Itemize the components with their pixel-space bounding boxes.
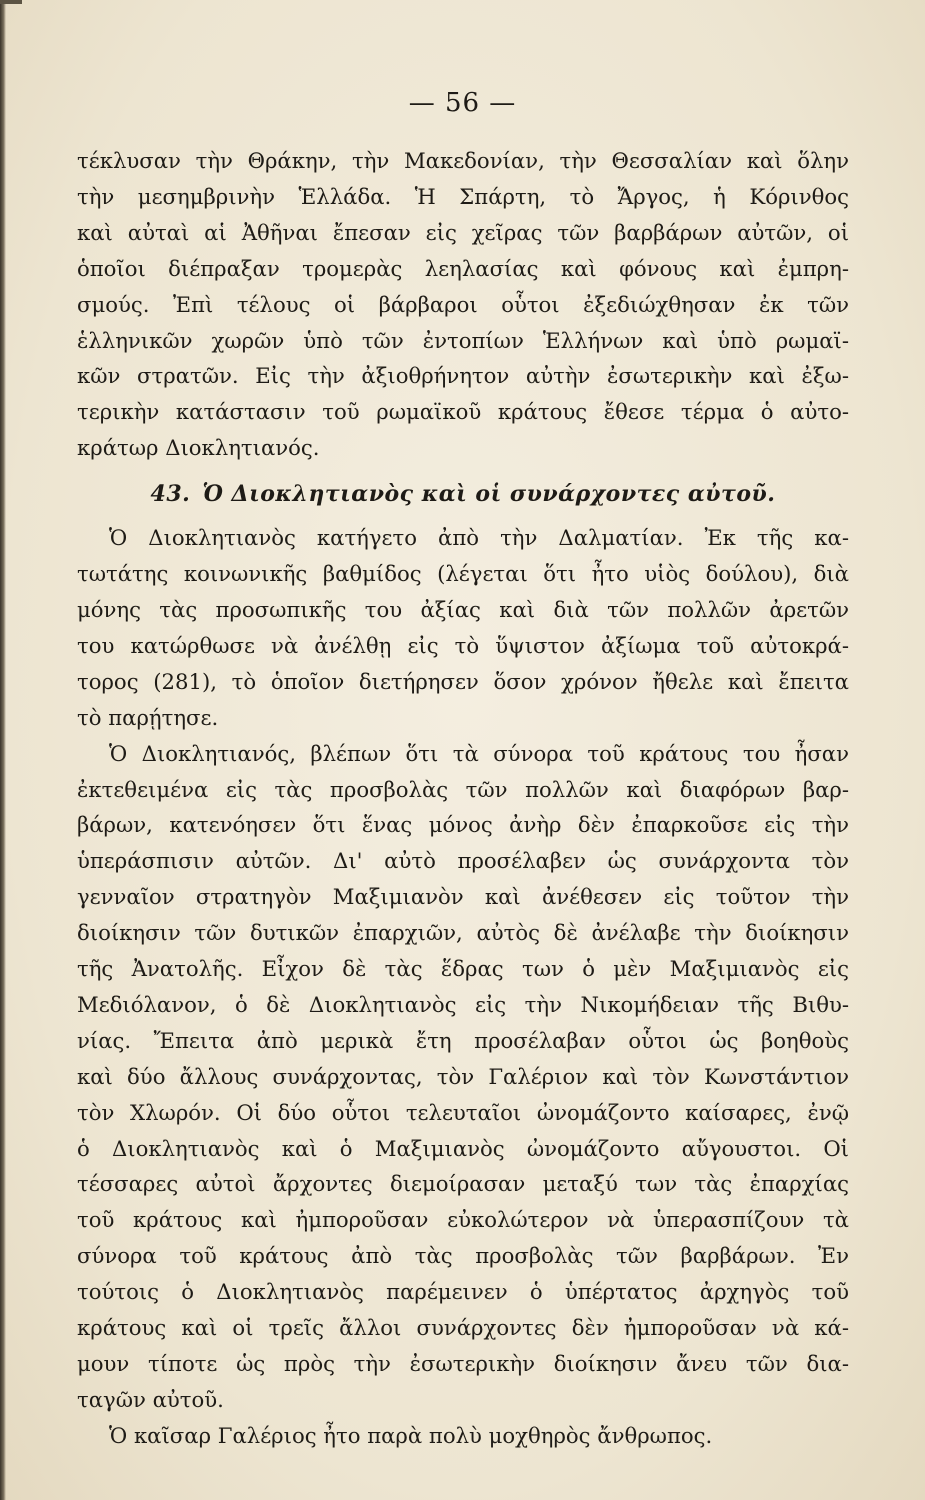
section-number: 43. <box>150 481 191 508</box>
text-line: κράτους καὶ οἱ τρεῖς ἄλλοι συνάρχοντες δὲν ἠμποροῦσαν νὰ κά- <box>77 1315 849 1341</box>
text-line: του κατώρθωσε νὰ ἀνέλθῃ εἰς τὸ ὕψιστον ἀξίωμα τοῦ αὐτοκρά- <box>77 632 849 658</box>
text-line: σύνορα τοῦ κράτους ἀπὸ τὰς προσβολὰς τῶν βαρβάρων. Ἐν <box>77 1243 849 1269</box>
text-line: τὸν Χλωρόν. Οἱ δύο οὗτοι τελευταῖοι ὠνομάζοντο καίσαρες, ἐνῷ <box>77 1099 849 1125</box>
text-line: ταγῶν αὐτοῦ. <box>77 1386 224 1412</box>
section-title: Ὁ Διοκλητιανὸς καὶ οἱ συνάρχοντες αὐτοῦ. <box>202 481 776 508</box>
text-line: τωτάτης κοινωνικῆς βαθμίδος (λέγεται ὅτι ἦτο υἱὸς δούλου), διὰ <box>77 561 849 587</box>
text-line: τὴν μεσημβρινὴν Ἑλλάδα. Ἡ Σπάρτη, τὸ Ἄργος, ἡ Κόρινθος <box>77 183 849 209</box>
text-line: τῆς Ἀνατολῆς. Εἶχον δὲ τὰς ἕδρας των ὁ μὲν Μαξιμιανὸς εἰς <box>77 956 849 982</box>
text-line: τοῦ κράτους καὶ ἠμποροῦσαν εὐκολώτερον νὰ ὑπερασπίζουν τὰ <box>77 1207 849 1233</box>
text-line: ὑπεράσπισιν αὐτῶν. Δι' αὐτὸ προσέλαβεν ὡς συνάρχοντα τὸν <box>77 848 849 874</box>
text-line: τὸ παρῄτησε. <box>77 704 219 730</box>
text-line: καὶ αὐταὶ αἱ Ἀθῆναι ἔπεσαν εἰς χεῖρας τῶν βαρβάρων αὐτῶν, οἱ <box>77 219 849 245</box>
text-line: Ὁ Διοκλητιανὸς κατήγετο ἀπὸ τὴν Δαλματίαν. Ἐκ τῆς κα- <box>109 525 849 551</box>
text-line: τερικὴν κατάστασιν τοῦ ρωμαϊκοῦ κράτους ἔθεσε τέρμα ὁ αὐτο- <box>77 399 849 425</box>
text-line: μόνης τὰς προσωπικῆς του ἀξίας καὶ διὰ τῶν πολλῶν ἀρετῶν <box>77 596 849 622</box>
text-line: ὁ Διοκλητιανὸς καὶ ὁ Μαξιμιανὸς ὠνομάζοντο αὔγουστοι. Οἱ <box>77 1135 849 1161</box>
corner-mark <box>0 0 22 4</box>
text-line: τούτοις ὁ Διοκλητιανὸς παρέμεινεν ὁ ὑπέρτατος ἀρχηγὸς τοῦ <box>77 1279 849 1305</box>
text-line: βάρων, κατενόησεν ὅτι ἕνας μόνος ἀνὴρ δὲν ἐπαρκοῦσε εἰς τὴν <box>77 812 849 838</box>
text-line: ἐκτεθειμένα εἰς τὰς προσβολὰς τῶν πολλῶν καὶ διαφόρων βαρ- <box>77 776 849 802</box>
paragraph-continued <box>77 143 849 466</box>
text-line: μουν τίποτε ὡς πρὸς τὴν ἐσωτερικὴν διοίκησιν ἄνευ τῶν δια- <box>77 1351 849 1376</box>
text-line: κράτωρ Διοκλητιανός. <box>77 435 320 461</box>
text-line: κῶν στρατῶν. Εἰς τὴν ἀξιοθρήνητον αὐτὴν ἐσωτερικὴν καὶ ἐξω- <box>77 363 849 389</box>
text-line: τορος (281), τὸ ὁποῖον διετήρησεν ὅσον χρόνον ἤθελε καὶ ἔπειτα <box>77 668 849 694</box>
text-line: νίας. Ἔπειτα ἀπὸ μερικὰ ἔτη προσέλαβαν οὗτοι ὡς βοηθοὺς <box>77 1027 849 1053</box>
page-body <box>77 143 849 1454</box>
page-binding-edge <box>0 0 6 1500</box>
text-line: ὁποῖοι διέπραξαν τρομερὰς λεηλασίας καὶ φόνους καὶ ἐμπρη- <box>77 255 849 281</box>
text-line: καὶ δύο ἄλλους συνάρχοντας, τὸν Γαλέριον καὶ τὸν Κωνστάντιον <box>77 1063 849 1089</box>
text-line: διοίκησιν τῶν δυτικῶν ἐπαρχιῶν, αὐτὸς δὲ ἀνέλαβε τὴν διοίκησιν <box>77 920 849 946</box>
text-line: τέκλυσαν τὴν Θράκην, τὴν Μακεδονίαν, τὴν Θεσσαλίαν καὶ ὅλην <box>77 148 849 173</box>
text-line: Ὁ Διοκλητιανός, βλέπων ὅτι τὰ σύνορα τοῦ κράτους του ἦσαν <box>109 740 849 766</box>
text-line: Ὁ καῖσαρ Γαλέριος ἦτο παρὰ πολὺ μοχθηρὸς ἄνθρωπος. <box>109 1422 713 1448</box>
text-line: σμούς. Ἐπὶ τέλους οἱ βάρβαροι οὗτοι ἐξεδιώχθησαν ἐκ τῶν <box>77 291 849 317</box>
text-line: τέσσαρες αὐτοὶ ἄρχοντες διεμοίρασαν μεταξύ των τὰς ἐπαρχίας <box>77 1171 849 1197</box>
paragraph <box>77 1418 849 1454</box>
text-line: Μεδιόλανον, ὁ δὲ Διοκλητιανὸς εἰς τὴν Νικομήδειαν τῆς Βιθυ- <box>77 991 849 1017</box>
page-number: — 56 — <box>408 88 517 118</box>
text-line: ἑλληνικῶν χωρῶν ὑπὸ τῶν ἐντοπίων Ἑλλήνων καὶ ὑπὸ ρωμαϊ- <box>77 327 849 353</box>
section-heading <box>77 476 849 512</box>
text-line: γενναῖον στρατηγὸν Μαξιμιανὸν καὶ ἀνέθεσεν εἰς τοῦτον τὴν <box>77 884 849 910</box>
paragraph <box>77 520 849 735</box>
paragraph <box>77 736 849 1418</box>
